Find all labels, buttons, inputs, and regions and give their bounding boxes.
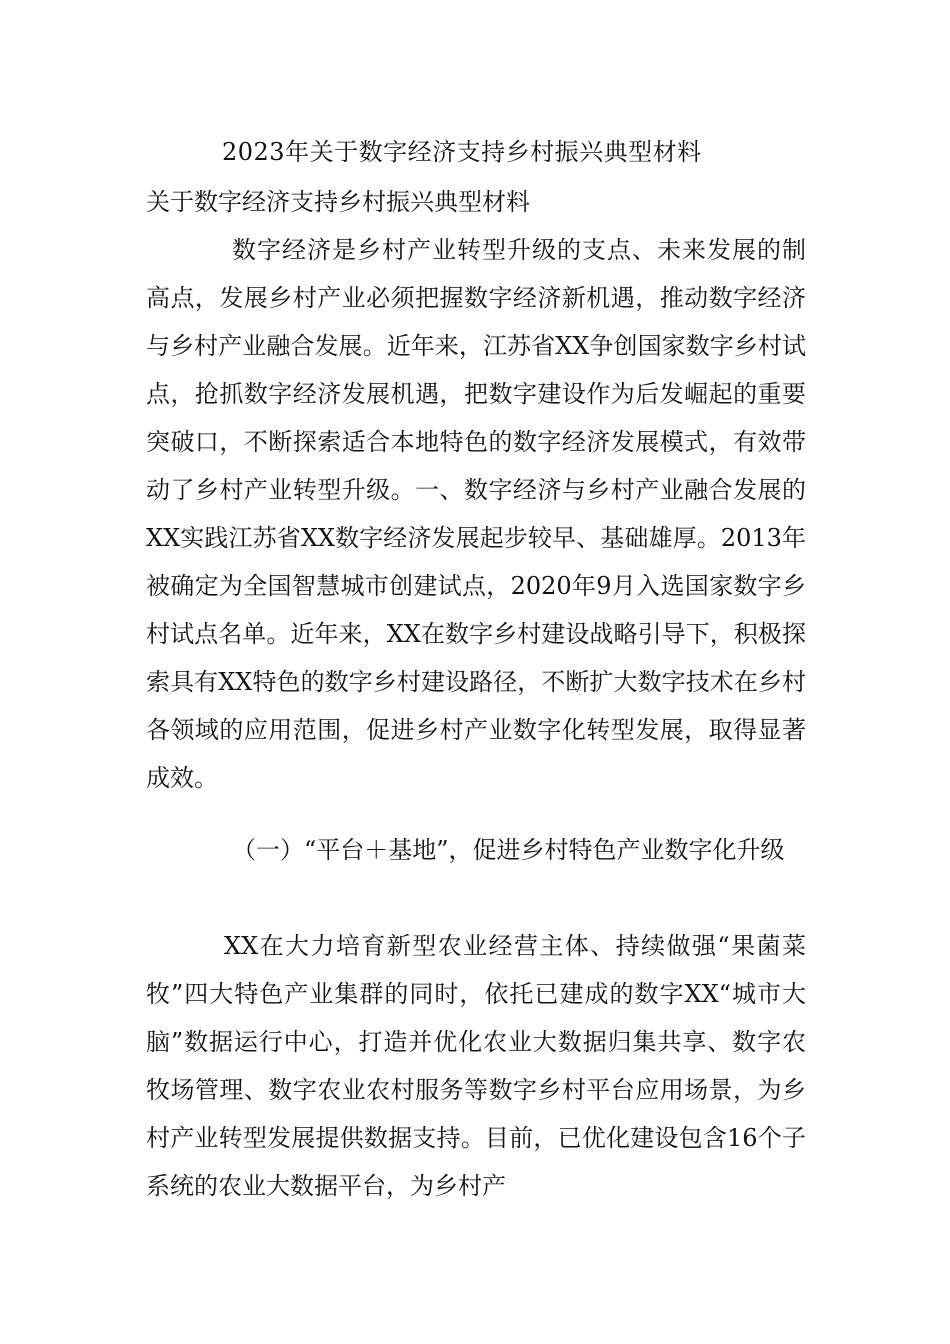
paragraph-intro: 数字经济是乡村产业转型升级的支点、未来发展的制高点，发展乡村产业必须把握数字经济新机遇，推动数字经济与乡村产业融合发展。近年来，江苏省XX争创国家数字乡村试点，抢抓数字经济发展机遇，把数字建设作为后发崛起的重要突破口，不断探索适合本地特色的数字经济发展模式，有效带动了乡村产业转型升级。一、数字经济与乡村产业融合发展的XX实践江苏省XX数字经济发展起步较早、基础雄厚。2013年被确定为全国智慧城市创建试点，2020年9月入选国家数字乡村试点名单。近年来，XX在数字乡村建设战略引导下，积极探索具有XX特色的数字乡村建设路径，不断扩大数字技术在乡村各领域的应用范围，促进乡村产业数字化转型发展，取得显著成效。 bbox=[146, 236, 806, 792]
document-title: 2023年关于数字经济支持乡村振兴典型材料 bbox=[222, 138, 702, 166]
section-heading-1: （一）“平台＋基地”，促进乡村特色产业数字化升级 bbox=[232, 836, 785, 864]
document-subtitle: 关于数字经济支持乡村振兴典型材料 bbox=[146, 188, 530, 216]
paragraph-platform: XX在大力培育新型农业经营主体、持续做强“果菌菜牧”四大特色产业集群的同时，依托已建成的数字XX“城市大脑”数据运行中心，打造并优化农业大数据归集共享、数字农牧场管理、数字农业农村服务等数字乡村平台应用场景，为乡村产业转型发展提供数据支持。目前，已优化建设包含16个子系统的农业大数据平台，为乡村产 bbox=[146, 932, 806, 1200]
